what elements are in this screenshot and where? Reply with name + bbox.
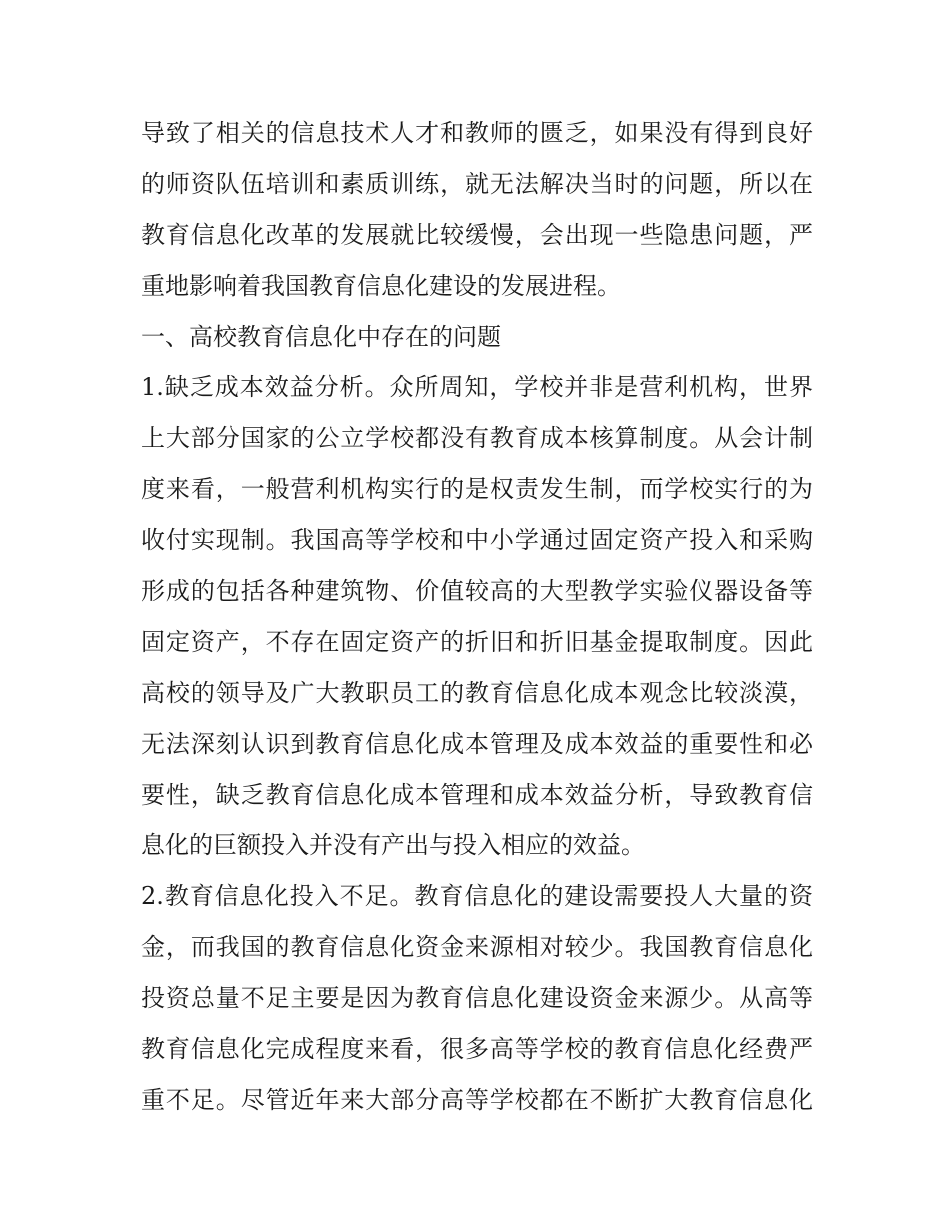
text-line: 度来看，一般营利机构实行的是权责发生制，而学校实行的为 (141, 475, 813, 504)
text-line: 形成的包括各种建筑物、价值较高的大型教学实验仪器设备等 (141, 577, 813, 606)
section-heading: 一、高校教育信息化中存在的问题 (141, 322, 501, 351)
text-line: 息化的巨额投入并没有产出与投入相应的效益。 (141, 831, 645, 860)
text-line: 收付实现制。我国高等学校和中小学通过固定资产投入和采购 (141, 526, 813, 555)
text-line: 金，而我国的教育信息化资金来源相对较少。我国教育信息化 (141, 933, 813, 962)
text-line: 固定资产，不存在固定资产的折旧和折旧基金提取制度。因此 (141, 627, 813, 656)
text-line: 上大部分国家的公立学校都没有教育成本核算制度。从会计制 (141, 424, 813, 453)
text-line: 的师资队伍培训和素质训练，就无法解决当时的问题，所以在 (141, 169, 813, 198)
document-page (141, 108, 813, 1126)
text-line: 教育信息化改革的发展就比较缓慢，会出现一些隐患问题，严 (141, 220, 813, 249)
text-line: 无法深刻认识到教育信息化成本管理及成本效益的重要性和必 (141, 729, 813, 758)
text-line: 2.教育信息化投入不足。教育信息化的建设需要投人大量的资 (141, 882, 813, 911)
text-line: 重不足。尽管近年来大部分高等学校都在不断扩大教育信息化 (141, 1085, 813, 1114)
text-line: 1.缺乏成本效益分析。众所周知，学校并非是营利机构，世界 (141, 373, 813, 402)
text-line: 要性，缺乏教育信息化成本管理和成本效益分析，导致教育信 (141, 780, 813, 809)
text-line: 重地影响着我国教育信息化建设的发展进程。 (141, 271, 621, 300)
text-line: 高校的领导及广大教职员工的教育信息化成本观念比较淡漠， (141, 678, 813, 707)
text-line: 教育信息化完成程度来看，很多高等学校的教育信息化经费严 (141, 1035, 813, 1064)
text-line: 投资总量不足主要是因为教育信息化建设资金来源少。从高等 (141, 984, 813, 1013)
text-line: 导致了相关的信息技术人才和教师的匮乏，如果没有得到良好 (141, 119, 813, 147)
